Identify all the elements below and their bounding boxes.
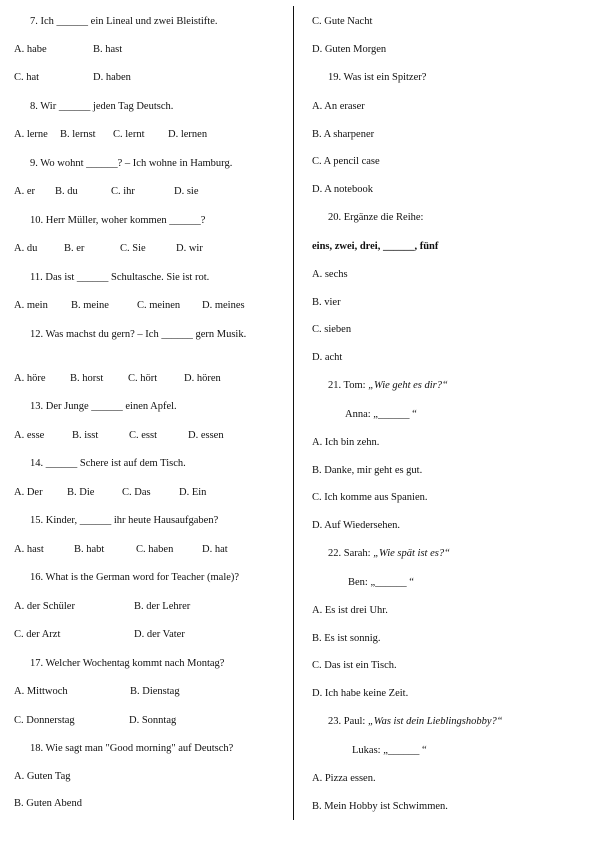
question-10-options — [14, 242, 203, 255]
question-16: 16. What is the German word for Teacher (male)? — [30, 572, 240, 583]
number-series: eins, zwei, drei, ______, fünf — [312, 241, 439, 252]
question-12-options — [14, 372, 221, 385]
option-a: A. höre — [14, 373, 46, 384]
question-11-options — [14, 299, 245, 312]
question-16-options-2 — [14, 628, 185, 641]
question-14: 14. ______ Schere ist auf dem Tisch. — [30, 458, 186, 469]
option-d: D. Sonntag — [129, 715, 177, 726]
column-divider — [293, 6, 294, 820]
option-c: C. der Arzt — [14, 629, 61, 640]
option-c: C. Das — [122, 487, 151, 498]
option-b: B. meine — [71, 300, 109, 311]
question-22-quote: „Wie spät ist es?“ — [373, 548, 450, 559]
question-22-option-d: D. Ich habe keine Zeit. — [312, 688, 409, 699]
option-b: B. er — [64, 243, 85, 254]
question-19-option-a: A. An eraser — [312, 101, 365, 112]
question-22-option-a: A. Es ist drei Uhr. — [312, 605, 388, 616]
question-15: 15. Kinder, ______ ihr heute Hausaufgaben? — [30, 515, 219, 526]
option-c: C. Donnerstag — [14, 715, 75, 726]
option-c: C. meinen — [137, 300, 181, 311]
option-a: A. du — [14, 243, 38, 254]
question-22-reply: Ben: „______ “ — [348, 577, 414, 588]
question-8-options — [14, 128, 207, 141]
option-b: B. hast — [93, 44, 123, 55]
option-b: B. du — [55, 186, 78, 197]
question-13: 13. Der Junge ______ einen Apfel. — [30, 401, 177, 412]
question-19-option-c: C. A pencil case — [312, 156, 380, 167]
option-c: C. ihr — [111, 186, 135, 197]
question-22 — [312, 547, 450, 560]
option-d: D. meines — [202, 300, 245, 311]
option-d: D. hat — [202, 544, 228, 555]
question-9-options — [14, 185, 199, 198]
question-17: 17. Welcher Wochentag kommt nach Montag? — [30, 658, 225, 669]
option-d: D. hören — [184, 373, 221, 384]
option-b: B. Die — [67, 487, 95, 498]
question-18-option-a: A. Guten Tag — [14, 771, 71, 782]
option-d: D. der Vater — [134, 629, 185, 640]
question-18-option-d: D. Guten Morgen — [312, 44, 387, 55]
question-23 — [312, 715, 503, 728]
question-12: 12. Was machst du gern? – Ich ______ gern Musik. — [30, 329, 247, 340]
question-10: 10. Herr Müller, woher kommen ______? — [30, 215, 206, 226]
question-19-option-b: B. A sharpener — [312, 129, 375, 140]
question-11: 11. Das ist ______ Schultasche. Sie ist rot. — [30, 272, 210, 283]
question-22-option-b: B. Es ist sonnig. — [312, 633, 381, 644]
question-19-option-d: D. A notebook — [312, 184, 373, 195]
question-23-option-b: B. Mein Hobby ist Schwimmen. — [312, 801, 448, 812]
option-a: A. hast — [14, 544, 44, 555]
question-20: 20. Ergänze die Reihe: — [328, 212, 424, 223]
question-20-option-b: B. vier — [312, 297, 341, 308]
option-c: C. haben — [136, 544, 174, 555]
option-b: B. Dienstag — [130, 686, 180, 697]
question-7-options — [14, 43, 122, 56]
option-c: C. esst — [129, 430, 158, 441]
question-20-option-c: C. sieben — [312, 324, 352, 335]
option-a: A. der Schüler — [14, 601, 75, 612]
option-a: A. habe — [14, 44, 47, 55]
option-c: C. hört — [128, 373, 158, 384]
question-21-quote: „Wie geht es dir?“ — [368, 380, 448, 391]
option-c: C. Sie — [120, 243, 146, 254]
option-a: A. Mittwoch — [14, 686, 68, 697]
question-23-option-a: A. Pizza essen. — [312, 773, 376, 784]
option-a: A. er — [14, 186, 35, 197]
question-23-reply: Lukas: „______ “ — [352, 745, 427, 756]
option-a: A. esse — [14, 430, 45, 441]
option-d: D. lernen — [168, 129, 208, 140]
question-18: 18. Wie sagt man "Good morning" auf Deutsch? — [30, 743, 234, 754]
option-b: B. der Lehrer — [134, 601, 191, 612]
option-d: D. wir — [176, 243, 203, 254]
option-c: C. lernt — [113, 129, 145, 140]
question-23-speaker: 23. Paul: — [328, 716, 368, 727]
question-23-quote: „Was ist dein Lieblingshobby?“ — [367, 716, 503, 727]
question-21-speaker: 21. Tom: — [328, 380, 369, 391]
question-9: 9. Wo wohnt ______? – Ich wohne in Hamburg. — [30, 158, 233, 169]
option-a: A. lerne — [14, 129, 48, 140]
option-d: D. sie — [174, 186, 199, 197]
question-21-option-d: D. Auf Wiedersehen. — [312, 520, 401, 531]
option-d: D. haben — [93, 72, 131, 83]
question-14-options — [14, 486, 206, 499]
option-a: A. Der — [14, 487, 43, 498]
question-21 — [312, 379, 448, 392]
question-18-option-c: C. Gute Nacht — [312, 16, 373, 27]
option-b: B. lernst — [60, 129, 96, 140]
question-21-option-a: A. Ich bin zehn. — [312, 437, 380, 448]
question-21-option-b: B. Danke, mir geht es gut. — [312, 465, 423, 476]
option-b: B. horst — [70, 373, 104, 384]
question-7-options-2 — [14, 71, 131, 84]
question-16-options — [14, 600, 190, 613]
option-d: D. Ein — [179, 487, 207, 498]
question-15-options — [14, 543, 228, 556]
option-b: B. habt — [74, 544, 105, 555]
question-22-option-c: C. Das ist ein Tisch. — [312, 660, 397, 671]
question-18-option-b: B. Guten Abend — [14, 798, 82, 809]
question-17-options — [14, 685, 180, 698]
question-19: 19. Was ist ein Spitzer? — [328, 72, 427, 83]
question-20-option-a: A. sechs — [312, 269, 348, 280]
question-13-options — [14, 429, 224, 442]
question-21-reply: Anna: „______ “ — [345, 409, 417, 420]
question-17-options-2 — [14, 714, 176, 727]
option-b: B. isst — [72, 430, 99, 441]
option-a: A. mein — [14, 300, 48, 311]
question-22-speaker: 22. Sarah: — [328, 548, 374, 559]
question-7: 7. Ich ______ ein Lineal und zwei Bleistifte. — [30, 16, 218, 27]
question-20-option-d: D. acht — [312, 352, 343, 363]
question-8: 8. Wir ______ jeden Tag Deutsch. — [30, 101, 174, 112]
question-21-option-c: C. Ich komme aus Spanien. — [312, 492, 428, 503]
option-c: C. hat — [14, 72, 40, 83]
option-d: D. essen — [188, 430, 224, 441]
